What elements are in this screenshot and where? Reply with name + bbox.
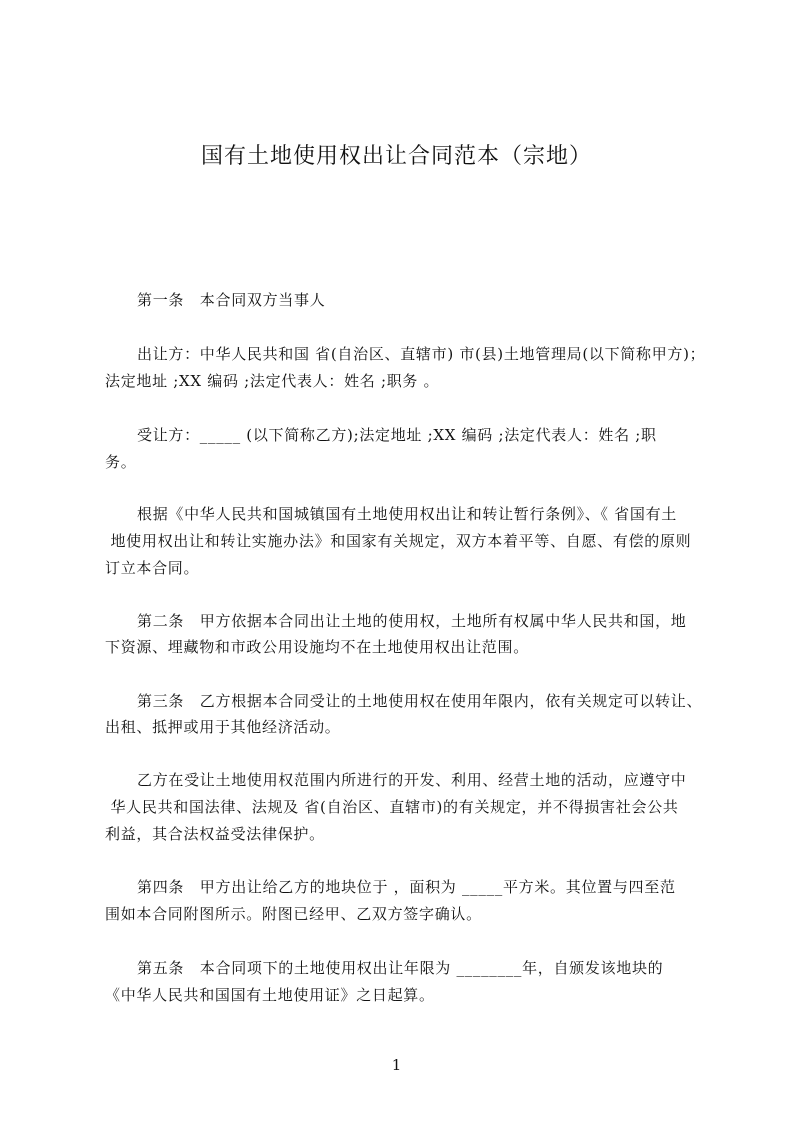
paragraph-line: 第五条 本合同项下的土地使用权出让年限为 ________年，自颁发该地块的 <box>137 959 664 977</box>
paragraph-line: 第二条 甲方依据本合同出让土地的使用权，土地所有权属中华人民共和国，地 <box>137 612 687 630</box>
paragraph-line: 受让方：_____ (以下简称乙方);法定地址 ;XX 编码 ;法定代表人：姓名 ;职 <box>137 426 657 444</box>
paragraph-line: 下资源、埋藏物和市政公用设施均不在土地使用权出让范围。 <box>105 638 529 656</box>
document-title: 国有土地使用权出让合同范本（宗地） <box>200 144 592 169</box>
article-1-heading: 第一条 本合同双方当事人 <box>137 291 326 309</box>
paragraph-line: 利益，其合法权益受法律保护。 <box>105 825 325 843</box>
paragraph-line: 法定地址 ;XX 编码 ;法定代表人：姓名 ;职务 。 <box>105 372 440 390</box>
paragraph-line: 乙方在受让土地使用权范围内所进行的开发、利用、经营土地的活动，应遵守中 <box>137 771 687 789</box>
paragraph-line: 围如本合同附图所示。附图已经甲、乙双方签字确认。 <box>105 905 482 923</box>
page-number: 1 <box>391 1056 402 1074</box>
paragraph-line: 第三条 乙方根据本合同受让的土地使用权在使用年限内，依有关规定可以转让、 <box>137 692 703 710</box>
paragraph-line: 地使用权出让和转让实施办法》和国家有关规定，双方本着平等、自愿、有偿的原则 <box>105 532 692 550</box>
paragraph-line: 《中华人民共和国国有土地使用证》之日起算。 <box>105 986 435 1004</box>
paragraph-line: 出租、抵押或用于其他经济活动。 <box>105 718 341 736</box>
paragraph-line: 订立本合同。 <box>105 559 200 577</box>
paragraph-line: 务。 <box>105 453 137 471</box>
paragraph-line: 第四条 甲方出让给乙方的地块位于 ，面积为 _____平方米。其位置与四至范 <box>137 878 676 896</box>
paragraph-line: 华人民共和国法律、法规及 省(自治区、直辖市)的有关规定，并不得损害社会公共 <box>105 798 679 816</box>
paragraph-line: 根据《中华人民共和国城镇国有土地使用权出让和转让暂行条例》、《 省国有土 <box>137 505 677 523</box>
paragraph-line: 出让方：中华人民共和国 省(自治区、直辖市) 市(县)土地管理局(以下简称甲方)； <box>137 345 706 363</box>
